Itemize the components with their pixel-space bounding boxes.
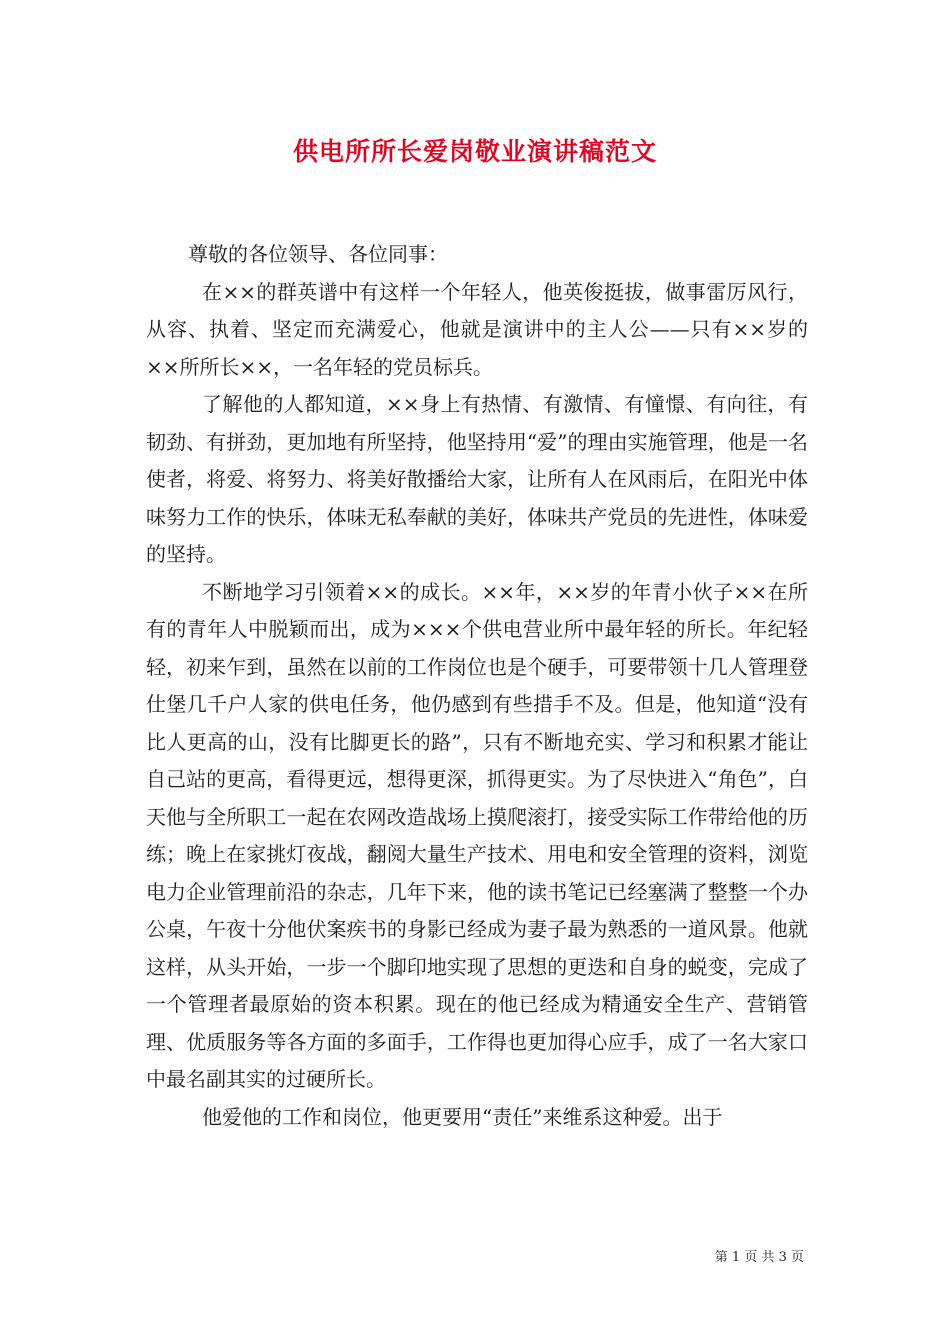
page-number-footer: 第 1 页 共 3 页 (714, 1250, 804, 1265)
paragraph-2: 了解他的人都知道，××身上有热情、有激情、有憧憬、有向往，有韧劲、有拼劲，更加地有所坚持，他坚持用“爱”的理由实施管理，他是一名使者，将爱、将努力、将美好散播给大家，让所有人在风雨后，在阳光中体味努力工作的快乐，体味无私奉献的美好，体味共产党员的先进性，体味爱的坚持。 (146, 392, 808, 566)
paragraph-3: 不断地学习引领着××的成长。××年，××岁的年青小伙子××在所有的青年人中脱颖而出，成为×××个供电营业所中最年轻的所长。年纪轻轻，初来乍到，虽然在以前的工作岗位也是个硬手，可要带领十几人管理登仕堡几千户人家的供电任务，他仍感到有些措手不及。但是，他知道“没有比人更高的山，没有比脚更长的路”，只有不断地充实、学习和积累才能让自己站的更高，看得更远，想得更深，抓得更实。为了尽快进入“角色”，白天他与全所职工一起在农网改造战场上摸爬滚打，接受实际工作带给他的历练；晚上在家挑灯夜战，翻阅大量生产技术、用电和安全管理的资料，浏览电力企业管理前沿的杂志，几年下来，他的读书笔记已经塞满了整整一个办公桌，午夜十分他伏案疾书的身影已经成为妻子最为熟悉的一道风景。他就这样，从头开始，一步一个脚印地实现了思想的更迭和自身的蜕变，完成了一个管理者最原始的资本积累。现在的他已经成为精通安全生产、营销管理、优质服务等各方面的多面手，工作得也更加得心应手，成了一名大家口中最名副其实的过硬所长。 (146, 579, 808, 1091)
document-body (146, 236, 808, 1136)
salutation: 尊敬的各位领导、各位同事： (188, 242, 448, 266)
paragraph-1: 在××的群英谱中有这样一个年轻人，他英俊挺拔，做事雷厉风行，从容、执着、坚定而充满爱心，他就是演讲中的主人公——只有××岁的××所所长××，一名年轻的党员标兵。 (146, 279, 808, 379)
document-title: 供电所所长爱岗敬业演讲稿范文 (292, 137, 657, 166)
paragraph-4: 他爱他的工作和岗位，他更要用“责任”来维系这种爱。出于 (202, 1104, 723, 1129)
